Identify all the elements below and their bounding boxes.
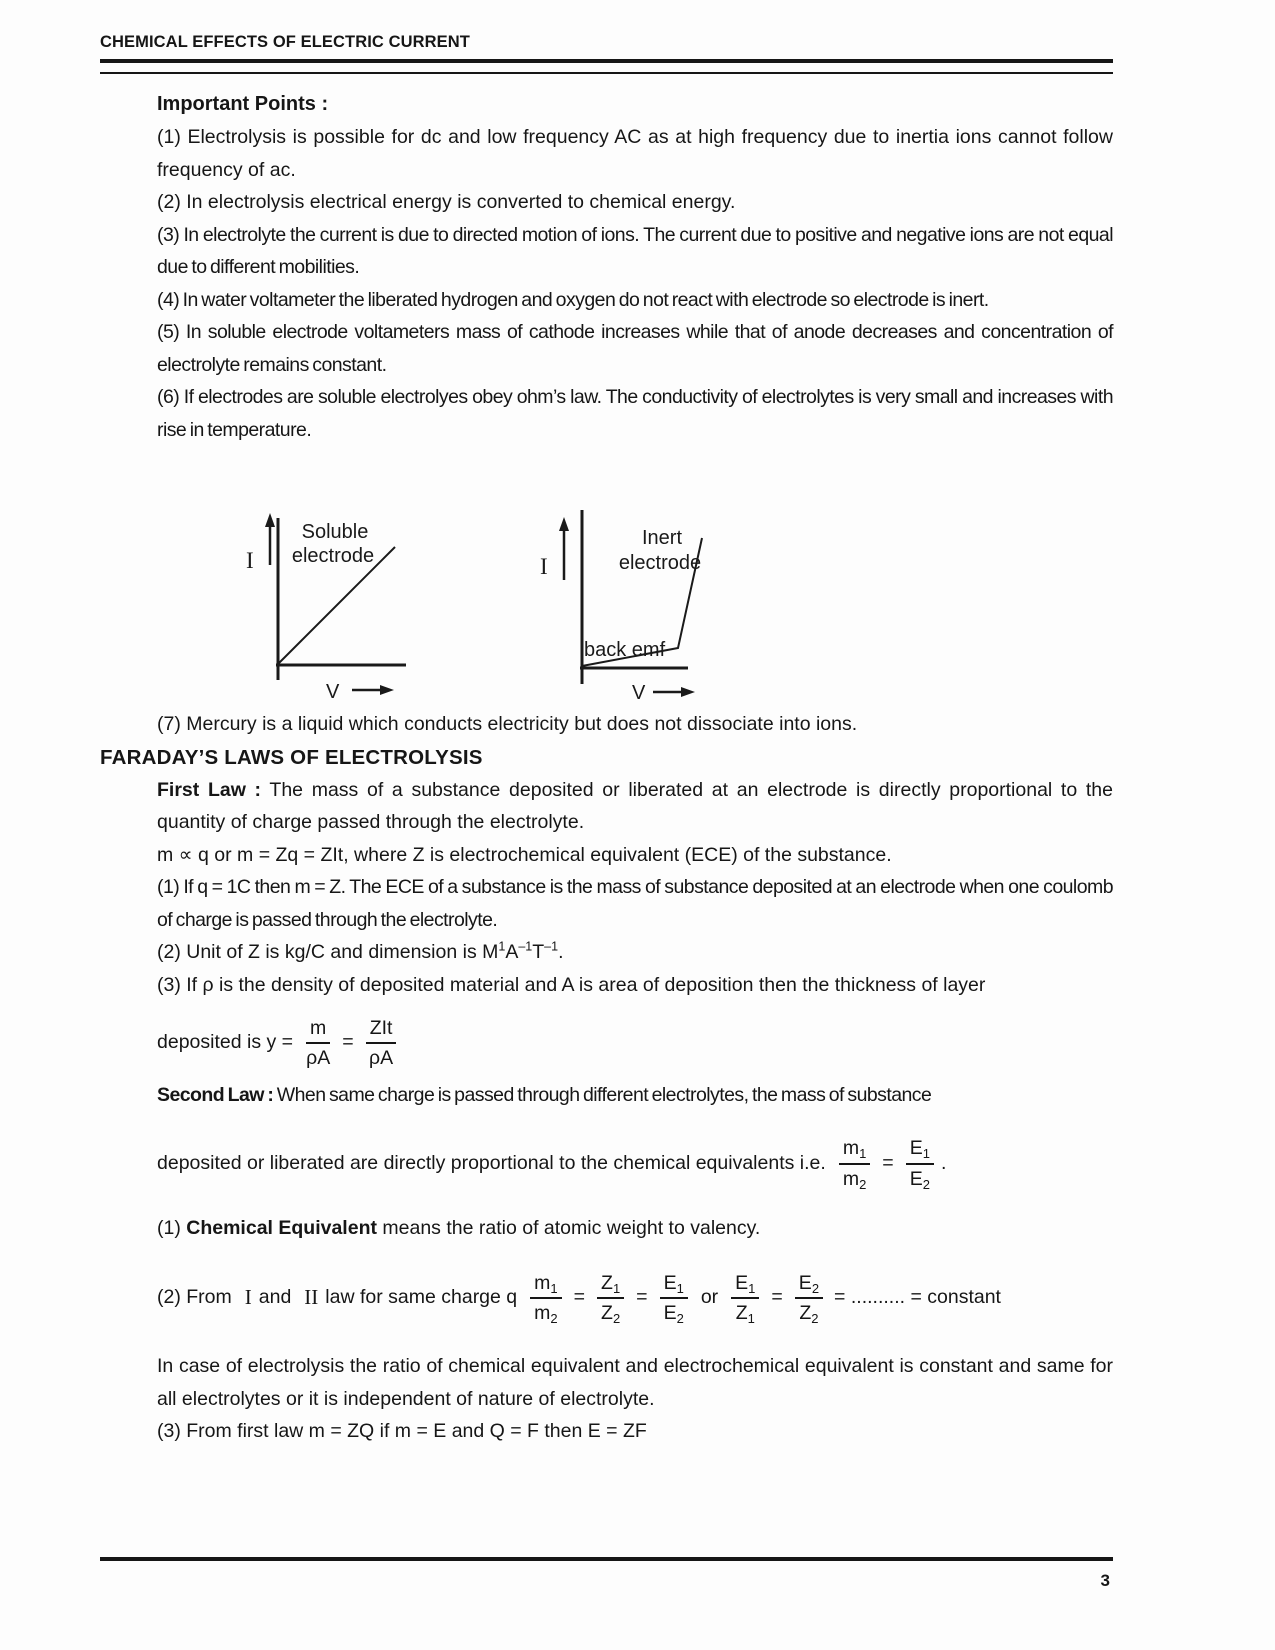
graph-title-line2: electrode [618, 552, 702, 574]
from-law-formula-line [100, 1252, 1113, 1344]
conclusion-paragraph: In case of electrolysis the ratio of chemical equivalent and electrochemical equivalent is constant and same for all electrolytes or it is independent of nature of electrolyte. [157, 1355, 1113, 1410]
second-law-point-3: (3) From first law m = ZQ if m = E and Q = F then E = ZF [157, 1420, 647, 1442]
fromlaw-pre: (2) From [157, 1286, 232, 1309]
dimension-a-exp: –1 [518, 939, 533, 954]
second-law-label: Second Law : [157, 1084, 274, 1106]
first-law-paragraph [100, 774, 1113, 839]
equals-sign: = [771, 1286, 783, 1309]
ece-definition-line: m ∝ q or m = Zq = ZIt, where Z is electrochemical equivalent (ECE) of the substance. [157, 843, 892, 866]
fraction-E2-Z2: $\frac{E_2}{Z_2}$ [795, 1271, 823, 1326]
y-axis-label: I [246, 548, 254, 573]
unit-line-pre: (2) Unit of Z is kg/C and dimension is [157, 941, 483, 963]
roman-numeral-one: I [244, 1285, 252, 1310]
period: . [940, 1151, 947, 1174]
iv-graphs-row [230, 472, 1113, 702]
y-axis-label: I [540, 554, 548, 579]
important-point-7: (7) Mercury is a liquid which conducts electricity but does not dissociate into ions. [157, 713, 858, 735]
page-header-title: CHEMICAL EFFECTS OF ELECTRIC CURRENT [100, 33, 470, 51]
important-point-3: (3) In electrolyte the current is due to directed motion of ions. The current due to positive and negative ions are not equal due to different mobilities. [157, 223, 1113, 278]
first-law-point-2 [100, 936, 1113, 969]
header-rule [100, 59, 1113, 74]
second-law-paragraph [100, 1079, 1113, 1112]
thickness-prefix: deposited is y = [157, 1031, 294, 1054]
footer-rule [100, 1557, 1113, 1591]
page-content [0, 88, 1275, 1448]
graph-title-line1: Inert [641, 527, 683, 549]
fraction-E1-E2: $\frac{E_1}{E_2}$ [660, 1271, 688, 1326]
fromlaw-mid: and [258, 1286, 292, 1309]
unit-line-post: . [558, 941, 564, 963]
first-law-text: The mass of a substance deposited or liberated at an electrode is directly proportional to the quantity of charge passed through the electrolyte. [157, 778, 1113, 833]
dimension-t: T [532, 941, 545, 963]
important-point-2: (2) In electrolysis electrical energy is converted to chemical energy. [157, 191, 736, 213]
dimension-a: A [505, 941, 519, 963]
fromlaw-post: law for same charge q [325, 1286, 518, 1309]
fraction-m1-m2: $\frac{m_1}{m_2}$ [839, 1136, 870, 1191]
thickness-formula [100, 1009, 1113, 1077]
important-point-6: (6) If electrodes are soluble electrolyes obey ohm’s law. The conductivity of electrolytes is very small and increases with rise in temperature. [157, 386, 1113, 441]
page-number: 3 [1100, 1571, 1110, 1590]
equals-sign: = [636, 1286, 648, 1309]
graph-title-line1: Soluble [301, 521, 369, 543]
x-axis-label: V [326, 681, 340, 702]
important-point-1: (1) Electrolysis is possible for dc and low frequency AC as at high frequency due to inertia ions cannot follow frequency of ac. [157, 126, 1113, 181]
equals-sign: = [573, 1286, 586, 1309]
dimension-m-exp: 1 [498, 939, 506, 954]
constant-tail: = .......... = constant [834, 1286, 1001, 1309]
first-law-point-3: (3) If ρ is the density of deposited material and A is area of deposition then the thickness of layer [157, 973, 986, 996]
equals-sign: = [882, 1151, 894, 1174]
first-law-point-1: (1) If q = 1C then m = Z. The ECE of a substance is the mass of substance deposited at an electrode when one coulomb of charge is passed through the electrolyte. [157, 876, 1113, 931]
inert-electrode-graph [520, 472, 750, 702]
current-arrowhead-icon [559, 517, 569, 531]
x-axis-label: V [632, 682, 646, 702]
fraction-m-rhoA: $\frac{m}{\rho A}$ [306, 1016, 331, 1069]
back-emf-annotation: back emf [584, 639, 666, 661]
second-law-text: When same charge is passed through different electrolytes, the mass of substance [276, 1084, 932, 1106]
dimension-t-exp: –1 [544, 939, 559, 954]
voltage-arrowhead-icon [380, 685, 394, 695]
soluble-electrode-graph [230, 472, 420, 702]
fraction-Z1-Z2: $\frac{Z_1}{Z_2}$ [597, 1271, 624, 1326]
ratio-line-pre: deposited or liberated are directly proportional to the chemical equivalents i.e. [157, 1151, 826, 1174]
roman-numeral-two: II [304, 1285, 319, 1310]
important-points-heading: Important Points : [157, 93, 329, 115]
faraday-laws-heading: FARADAY’S LAWS OF ELECTROLYSIS [100, 745, 483, 769]
equals-sign: = [342, 1031, 354, 1054]
voltage-arrowhead-icon [681, 687, 695, 697]
or-word: or [700, 1286, 719, 1309]
second-law-ratio-line [100, 1122, 1113, 1206]
important-point-4: (4) In water voltameter the liberated hydrogen and oxygen do not react with electrode so electrode is inert. [157, 288, 989, 311]
first-law-label: First Law : [157, 778, 262, 801]
chemical-equivalent-line: (1) Chemical Equivalent means the ratio of atomic weight to valency. [157, 1216, 761, 1239]
fraction-ZIt-rhoA: $\frac{\text{ZIt}}{\rho A}$ [366, 1016, 397, 1071]
fraction-E1-Z1: $\frac{E_1}{Z_1}$ [731, 1271, 759, 1326]
chemical-equivalent-term: Chemical Equivalent [186, 1216, 377, 1239]
important-point-5: (5) In soluble electrode voltameters mass of cathode increases while that of anode decreases and concentration of electrolyte remains constant. [157, 321, 1113, 376]
fraction-m1-m2: $\frac{m_1}{m_2}$ [530, 1271, 561, 1326]
current-arrowhead-icon [265, 513, 275, 527]
graph-title-line2: electrode [291, 545, 375, 567]
fraction-E1-E2: $\frac{E_1}{E_2}$ [906, 1136, 934, 1191]
dimension-m: M [482, 941, 499, 963]
